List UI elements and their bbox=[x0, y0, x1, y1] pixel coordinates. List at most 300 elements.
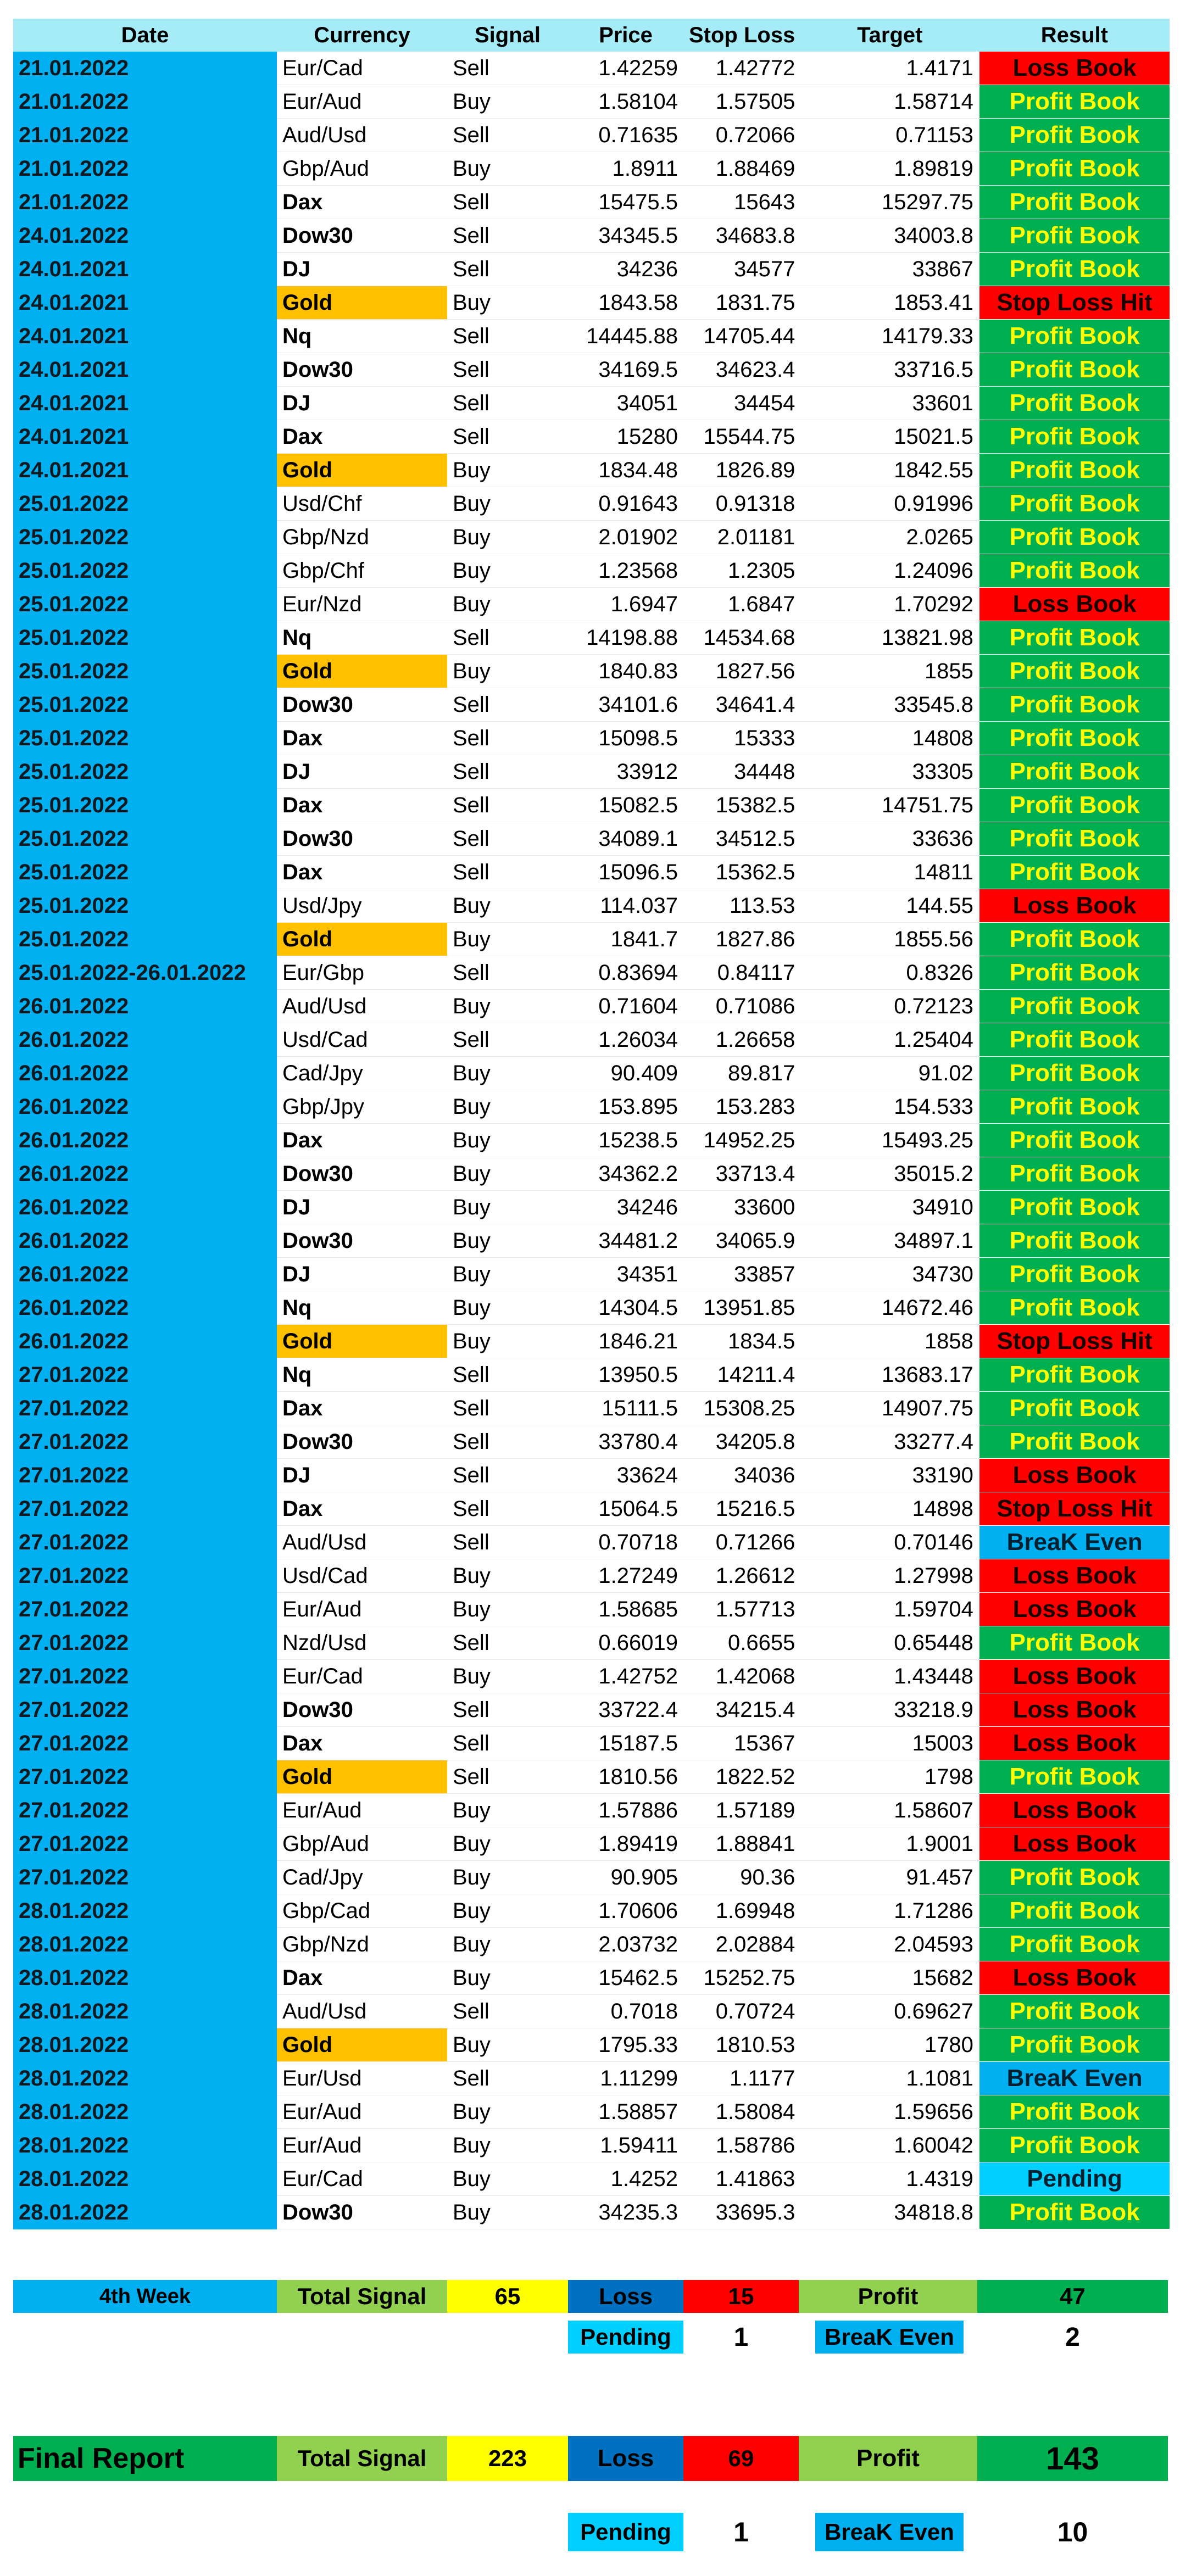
cell-price: 0.70718 bbox=[568, 1526, 683, 1559]
cell-currency: Dow30 bbox=[277, 688, 447, 722]
cell-date: 28.01.2022 bbox=[13, 1928, 277, 1961]
cell-currency: Aud/Usd bbox=[277, 1995, 447, 2028]
cell-result: Profit Book bbox=[979, 152, 1170, 186]
cell-target: 144.55 bbox=[800, 889, 979, 923]
cell-price: 1846.21 bbox=[568, 1325, 683, 1358]
cell-signal: Buy bbox=[447, 2095, 568, 2129]
cell-price: 34235.3 bbox=[568, 2196, 683, 2229]
cell-price: 33780.4 bbox=[568, 1425, 683, 1459]
cell-date: 27.01.2022 bbox=[13, 1492, 277, 1526]
cell-stop-loss: 90.36 bbox=[683, 1861, 800, 1894]
week-loss-value: 15 bbox=[683, 2280, 799, 2313]
week-pending-value: 1 bbox=[733, 2322, 749, 2352]
cell-result: Profit Book bbox=[979, 1023, 1170, 1057]
cell-target: 15021.5 bbox=[800, 420, 979, 454]
cell-stop-loss: 1.42772 bbox=[683, 52, 800, 85]
final-loss-label: Loss bbox=[568, 2436, 683, 2481]
table-row bbox=[13, 1961, 1170, 1995]
cell-date: 27.01.2022 bbox=[13, 1861, 277, 1894]
cell-date: 25.01.2022 bbox=[13, 789, 277, 822]
cell-currency: Cad/Jpy bbox=[277, 1861, 447, 1894]
header-price: Price bbox=[568, 19, 683, 52]
cell-target: 1.1081 bbox=[800, 2062, 979, 2095]
cell-result: Profit Book bbox=[979, 1191, 1170, 1224]
cell-result: Profit Book bbox=[979, 755, 1170, 789]
cell-target: 14672.46 bbox=[800, 1291, 979, 1325]
cell-stop-loss: 34512.5 bbox=[683, 822, 800, 856]
cell-stop-loss: 34683.8 bbox=[683, 219, 800, 253]
cell-signal: Buy bbox=[447, 152, 568, 186]
cell-signal: Buy bbox=[447, 1660, 568, 1693]
cell-stop-loss: 1.2305 bbox=[683, 554, 800, 588]
cell-stop-loss: 0.91318 bbox=[683, 487, 800, 521]
cell-signal: Sell bbox=[447, 353, 568, 387]
cell-price: 1.27249 bbox=[568, 1559, 683, 1593]
cell-currency: Dow30 bbox=[277, 1693, 447, 1727]
table-row bbox=[13, 1023, 1170, 1057]
cell-price: 34481.2 bbox=[568, 1224, 683, 1258]
cell-currency: Dow30 bbox=[277, 822, 447, 856]
cell-target: 0.71153 bbox=[800, 119, 979, 152]
table-row bbox=[13, 923, 1170, 956]
cell-date: 27.01.2022 bbox=[13, 1660, 277, 1693]
cell-currency: Gold bbox=[277, 655, 447, 688]
cell-currency: Gbp/Nzd bbox=[277, 521, 447, 554]
cell-result: Loss Book bbox=[979, 1693, 1170, 1727]
cell-signal: Buy bbox=[447, 889, 568, 923]
cell-date: 27.01.2022 bbox=[13, 1559, 277, 1593]
cell-currency: Eur/Aud bbox=[277, 85, 447, 119]
cell-target: 1.25404 bbox=[800, 1023, 979, 1057]
cell-currency: Usd/Chf bbox=[277, 487, 447, 521]
cell-result: Stop Loss Hit bbox=[979, 1492, 1170, 1526]
cell-price: 15082.5 bbox=[568, 789, 683, 822]
cell-price: 34362.2 bbox=[568, 1157, 683, 1191]
cell-price: 1.58857 bbox=[568, 2095, 683, 2129]
cell-signal: Sell bbox=[447, 119, 568, 152]
cell-result: Profit Book bbox=[979, 1057, 1170, 1090]
cell-target: 33867 bbox=[800, 253, 979, 286]
cell-result: Loss Book bbox=[979, 588, 1170, 621]
cell-date: 28.01.2022 bbox=[13, 2196, 277, 2229]
cell-target: 1.9001 bbox=[800, 1827, 979, 1861]
cell-result: Profit Book bbox=[979, 320, 1170, 353]
cell-signal: Sell bbox=[447, 320, 568, 353]
cell-currency: Nq bbox=[277, 320, 447, 353]
cell-result: Loss Book bbox=[979, 1794, 1170, 1827]
cell-signal: Sell bbox=[447, 219, 568, 253]
cell-result: Profit Book bbox=[979, 1626, 1170, 1660]
cell-result: Profit Book bbox=[979, 1861, 1170, 1894]
cell-signal: Sell bbox=[447, 956, 568, 990]
cell-signal: Sell bbox=[447, 387, 568, 420]
table-row bbox=[13, 253, 1170, 286]
table-row bbox=[13, 1090, 1170, 1124]
cell-price: 15111.5 bbox=[568, 1392, 683, 1425]
final-total-signal-label: Total Signal bbox=[277, 2436, 447, 2481]
cell-stop-loss: 14705.44 bbox=[683, 320, 800, 353]
cell-target: 34003.8 bbox=[800, 219, 979, 253]
cell-currency: Gbp/Jpy bbox=[277, 1090, 447, 1124]
cell-price: 1843.58 bbox=[568, 286, 683, 320]
cell-result: Profit Book bbox=[979, 186, 1170, 219]
cell-signal: Buy bbox=[447, 1124, 568, 1157]
table-row bbox=[13, 1593, 1170, 1626]
cell-date: 24.01.2022 bbox=[13, 219, 277, 253]
cell-price: 15096.5 bbox=[568, 856, 683, 889]
cell-signal: Sell bbox=[447, 1358, 568, 1392]
cell-currency: Eur/Cad bbox=[277, 52, 447, 85]
week-total-signal-label: Total Signal bbox=[277, 2280, 447, 2313]
cell-date: 25.01.2022 bbox=[13, 688, 277, 722]
cell-result: Profit Book bbox=[979, 2095, 1170, 2129]
cell-signal: Buy bbox=[447, 2196, 568, 2229]
cell-signal: Sell bbox=[447, 1492, 568, 1526]
header-stop-loss: Stop Loss bbox=[683, 19, 800, 52]
cell-result: Profit Book bbox=[979, 1425, 1170, 1459]
cell-signal: Sell bbox=[447, 755, 568, 789]
cell-target: 91.457 bbox=[800, 1861, 979, 1894]
cell-stop-loss: 34623.4 bbox=[683, 353, 800, 387]
cell-signal: Buy bbox=[447, 85, 568, 119]
cell-target: 1.43448 bbox=[800, 1660, 979, 1693]
cell-signal: Buy bbox=[447, 1090, 568, 1124]
cell-currency: Gold bbox=[277, 2028, 447, 2062]
cell-currency: Aud/Usd bbox=[277, 990, 447, 1023]
table-row bbox=[13, 353, 1170, 387]
cell-currency: Dow30 bbox=[277, 1224, 447, 1258]
cell-stop-loss: 0.71086 bbox=[683, 990, 800, 1023]
cell-date: 27.01.2022 bbox=[13, 1626, 277, 1660]
cell-stop-loss: 15367 bbox=[683, 1727, 800, 1760]
cell-result: Profit Book bbox=[979, 2028, 1170, 2062]
cell-stop-loss: 1831.75 bbox=[683, 286, 800, 320]
cell-result: Profit Book bbox=[979, 990, 1170, 1023]
cell-target: 14808 bbox=[800, 722, 979, 755]
cell-target: 2.04593 bbox=[800, 1928, 979, 1961]
cell-date: 28.01.2022 bbox=[13, 2095, 277, 2129]
cell-currency: Dax bbox=[277, 1961, 447, 1995]
cell-stop-loss: 0.70724 bbox=[683, 1995, 800, 2028]
header-signal: Signal bbox=[447, 19, 568, 52]
cell-price: 0.7018 bbox=[568, 1995, 683, 2028]
cell-signal: Sell bbox=[447, 1425, 568, 1459]
cell-currency: Dow30 bbox=[277, 353, 447, 387]
cell-result: Profit Book bbox=[979, 119, 1170, 152]
cell-price: 153.895 bbox=[568, 1090, 683, 1124]
cell-price: 90.409 bbox=[568, 1057, 683, 1090]
cell-date: 21.01.2022 bbox=[13, 119, 277, 152]
cell-target: 1798 bbox=[800, 1760, 979, 1794]
week-profit-label: Profit bbox=[799, 2280, 977, 2313]
cell-date: 25.01.2022 bbox=[13, 923, 277, 956]
cell-stop-loss: 0.71266 bbox=[683, 1526, 800, 1559]
table-row bbox=[13, 2062, 1170, 2095]
cell-currency: Gold bbox=[277, 454, 447, 487]
cell-price: 0.83694 bbox=[568, 956, 683, 990]
cell-target: 34818.8 bbox=[800, 2196, 979, 2229]
cell-target: 15297.75 bbox=[800, 186, 979, 219]
cell-date: 25.01.2022 bbox=[13, 722, 277, 755]
final-breakeven-value: 10 bbox=[1057, 2517, 1088, 2547]
cell-target: 91.02 bbox=[800, 1057, 979, 1090]
cell-signal: Buy bbox=[447, 1157, 568, 1191]
cell-signal: Sell bbox=[447, 420, 568, 454]
cell-date: 26.01.2022 bbox=[13, 1057, 277, 1090]
week-profit-value: 47 bbox=[977, 2280, 1168, 2313]
header-target: Target bbox=[800, 19, 979, 52]
cell-date: 27.01.2022 bbox=[13, 1392, 277, 1425]
cell-currency: Eur/Aud bbox=[277, 2129, 447, 2162]
cell-currency: Dax bbox=[277, 186, 447, 219]
cell-date: 25.01.2022 bbox=[13, 621, 277, 655]
cell-target: 14898 bbox=[800, 1492, 979, 1526]
cell-signal: Buy bbox=[447, 1827, 568, 1861]
cell-currency: Usd/Jpy bbox=[277, 889, 447, 923]
table-row bbox=[13, 521, 1170, 554]
cell-date: 28.01.2022 bbox=[13, 2129, 277, 2162]
cell-target: 1.59704 bbox=[800, 1593, 979, 1626]
cell-date: 25.01.2022 bbox=[13, 655, 277, 688]
table-row bbox=[13, 1191, 1170, 1224]
cell-price: 33722.4 bbox=[568, 1693, 683, 1727]
table-row bbox=[13, 1392, 1170, 1425]
cell-currency: Gbp/Nzd bbox=[277, 1928, 447, 1961]
cell-price: 14304.5 bbox=[568, 1291, 683, 1325]
cell-signal: Buy bbox=[447, 1559, 568, 1593]
cell-price: 15187.5 bbox=[568, 1727, 683, 1760]
cell-date: 27.01.2022 bbox=[13, 1526, 277, 1559]
cell-result: Loss Book bbox=[979, 1559, 1170, 1593]
cell-currency: Dax bbox=[277, 1392, 447, 1425]
cell-stop-loss: 15643 bbox=[683, 186, 800, 219]
table-row bbox=[13, 1693, 1170, 1727]
cell-result: Profit Book bbox=[979, 521, 1170, 554]
cell-signal: Sell bbox=[447, 688, 568, 722]
cell-result: Profit Book bbox=[979, 1894, 1170, 1928]
cell-stop-loss: 0.6655 bbox=[683, 1626, 800, 1660]
cell-result: Profit Book bbox=[979, 554, 1170, 588]
cell-stop-loss: 1.41863 bbox=[683, 2162, 800, 2196]
cell-target: 14751.75 bbox=[800, 789, 979, 822]
cell-price: 0.91643 bbox=[568, 487, 683, 521]
cell-stop-loss: 1.57713 bbox=[683, 1593, 800, 1626]
table-row bbox=[13, 186, 1170, 219]
cell-result: Profit Book bbox=[979, 1928, 1170, 1961]
cell-signal: Buy bbox=[447, 1794, 568, 1827]
cell-stop-loss: 1.1177 bbox=[683, 2062, 800, 2095]
cell-stop-loss: 13951.85 bbox=[683, 1291, 800, 1325]
table-row bbox=[13, 85, 1170, 119]
cell-date: 27.01.2022 bbox=[13, 1827, 277, 1861]
cell-price: 1810.56 bbox=[568, 1760, 683, 1794]
final-loss-value: 69 bbox=[683, 2436, 799, 2481]
cell-date: 28.01.2022 bbox=[13, 2028, 277, 2062]
week-total-signal-value: 65 bbox=[447, 2280, 568, 2313]
cell-date: 27.01.2022 bbox=[13, 1760, 277, 1794]
cell-currency: Gold bbox=[277, 923, 447, 956]
table-row bbox=[13, 722, 1170, 755]
cell-stop-loss: 34205.8 bbox=[683, 1425, 800, 1459]
cell-stop-loss: 1.6847 bbox=[683, 588, 800, 621]
cell-price: 1834.48 bbox=[568, 454, 683, 487]
final-profit-label: Profit bbox=[799, 2436, 977, 2481]
cell-target: 1.58607 bbox=[800, 1794, 979, 1827]
cell-price: 1.70606 bbox=[568, 1894, 683, 1928]
cell-result: Profit Book bbox=[979, 1258, 1170, 1291]
cell-result: Profit Book bbox=[979, 253, 1170, 286]
cell-result: Profit Book bbox=[979, 1995, 1170, 2028]
cell-signal: Sell bbox=[447, 1526, 568, 1559]
table-row bbox=[13, 789, 1170, 822]
cell-target: 0.70146 bbox=[800, 1526, 979, 1559]
cell-price: 34345.5 bbox=[568, 219, 683, 253]
cell-currency: Usd/Cad bbox=[277, 1559, 447, 1593]
cell-date: 27.01.2022 bbox=[13, 1425, 277, 1459]
cell-currency: Dax bbox=[277, 789, 447, 822]
cell-result: Profit Book bbox=[979, 1358, 1170, 1392]
cell-stop-loss: 34641.4 bbox=[683, 688, 800, 722]
cell-date: 28.01.2022 bbox=[13, 1961, 277, 1995]
cell-target: 33305 bbox=[800, 755, 979, 789]
cell-price: 1.42259 bbox=[568, 52, 683, 85]
cell-price: 34351 bbox=[568, 1258, 683, 1291]
cell-target: 13821.98 bbox=[800, 621, 979, 655]
table-row bbox=[13, 1928, 1170, 1961]
cell-signal: Sell bbox=[447, 186, 568, 219]
table-row bbox=[13, 554, 1170, 588]
cell-price: 1.26034 bbox=[568, 1023, 683, 1057]
cell-signal: Sell bbox=[447, 1459, 568, 1492]
table-row bbox=[13, 1124, 1170, 1157]
table-row bbox=[13, 1794, 1170, 1827]
cell-date: 27.01.2022 bbox=[13, 1593, 277, 1626]
cell-currency: Gbp/Cad bbox=[277, 1894, 447, 1928]
cell-result: Profit Book bbox=[979, 85, 1170, 119]
table-row bbox=[13, 990, 1170, 1023]
cell-signal: Sell bbox=[447, 722, 568, 755]
cell-target: 1780 bbox=[800, 2028, 979, 2062]
cell-currency: Cad/Jpy bbox=[277, 1057, 447, 1090]
table-row bbox=[13, 1224, 1170, 1258]
cell-result: Loss Book bbox=[979, 1727, 1170, 1760]
table-row bbox=[13, 1861, 1170, 1894]
table-row bbox=[13, 1157, 1170, 1191]
cell-date: 25.01.2022 bbox=[13, 856, 277, 889]
cell-currency: Eur/Gbp bbox=[277, 956, 447, 990]
cell-currency: Eur/Usd bbox=[277, 2062, 447, 2095]
cell-signal: Buy bbox=[447, 1961, 568, 1995]
cell-date: 28.01.2022 bbox=[13, 2162, 277, 2196]
cell-currency: Dax bbox=[277, 856, 447, 889]
cell-result: Loss Book bbox=[979, 1961, 1170, 1995]
cell-price: 1840.83 bbox=[568, 655, 683, 688]
cell-target: 0.91996 bbox=[800, 487, 979, 521]
cell-result: Loss Book bbox=[979, 1827, 1170, 1861]
cell-stop-loss: 1.88841 bbox=[683, 1827, 800, 1861]
cell-currency: DJ bbox=[277, 755, 447, 789]
cell-signal: Buy bbox=[447, 1861, 568, 1894]
table-row bbox=[13, 1291, 1170, 1325]
cell-date: 26.01.2022 bbox=[13, 1124, 277, 1157]
week-label: 4th Week bbox=[13, 2280, 277, 2313]
cell-date: 24.01.2021 bbox=[13, 420, 277, 454]
cell-price: 90.905 bbox=[568, 1861, 683, 1894]
table-row bbox=[13, 822, 1170, 856]
cell-signal: Buy bbox=[447, 554, 568, 588]
cell-target: 33277.4 bbox=[800, 1425, 979, 1459]
cell-stop-loss: 2.01181 bbox=[683, 521, 800, 554]
cell-signal: Sell bbox=[447, 253, 568, 286]
table-row bbox=[13, 588, 1170, 621]
cell-signal: Sell bbox=[447, 1023, 568, 1057]
cell-signal: Buy bbox=[447, 923, 568, 956]
cell-result: Pending bbox=[979, 2162, 1170, 2196]
cell-date: 26.01.2022 bbox=[13, 1258, 277, 1291]
cell-stop-loss: 14211.4 bbox=[683, 1358, 800, 1392]
table-row bbox=[13, 889, 1170, 923]
cell-date: 27.01.2022 bbox=[13, 1459, 277, 1492]
cell-result: Profit Book bbox=[979, 1760, 1170, 1794]
cell-stop-loss: 0.72066 bbox=[683, 119, 800, 152]
final-breakeven-label: BreaK Even bbox=[815, 2513, 964, 2551]
cell-signal: Sell bbox=[447, 1727, 568, 1760]
cell-date: 28.01.2022 bbox=[13, 2062, 277, 2095]
cell-target: 34910 bbox=[800, 1191, 979, 1224]
signals-table bbox=[13, 19, 1170, 2229]
cell-stop-loss: 34454 bbox=[683, 387, 800, 420]
cell-result: Loss Book bbox=[979, 1593, 1170, 1626]
cell-date: 27.01.2022 bbox=[13, 1693, 277, 1727]
cell-stop-loss: 1.26612 bbox=[683, 1559, 800, 1593]
cell-target: 1.58714 bbox=[800, 85, 979, 119]
table-row bbox=[13, 1325, 1170, 1358]
cell-price: 15064.5 bbox=[568, 1492, 683, 1526]
cell-target: 1.4319 bbox=[800, 2162, 979, 2196]
header-currency: Currency bbox=[277, 19, 447, 52]
cell-target: 2.0265 bbox=[800, 521, 979, 554]
cell-target: 0.72123 bbox=[800, 990, 979, 1023]
cell-target: 1855 bbox=[800, 655, 979, 688]
cell-stop-loss: 0.84117 bbox=[683, 956, 800, 990]
table-row bbox=[13, 1425, 1170, 1459]
cell-price: 2.01902 bbox=[568, 521, 683, 554]
cell-currency: Dax bbox=[277, 1727, 447, 1760]
cell-currency: Gbp/Chf bbox=[277, 554, 447, 588]
cell-price: 1.42752 bbox=[568, 1660, 683, 1693]
cell-result: Profit Book bbox=[979, 487, 1170, 521]
cell-stop-loss: 113.53 bbox=[683, 889, 800, 923]
cell-target: 33636 bbox=[800, 822, 979, 856]
cell-signal: Buy bbox=[447, 1894, 568, 1928]
cell-result: Profit Book bbox=[979, 856, 1170, 889]
cell-stop-loss: 15252.75 bbox=[683, 1961, 800, 1995]
cell-target: 1.4171 bbox=[800, 52, 979, 85]
cell-stop-loss: 89.817 bbox=[683, 1057, 800, 1090]
cell-target: 33218.9 bbox=[800, 1693, 979, 1727]
cell-currency: Dax bbox=[277, 1124, 447, 1157]
cell-currency: Eur/Cad bbox=[277, 1660, 447, 1693]
cell-price: 1.6947 bbox=[568, 588, 683, 621]
cell-signal: Buy bbox=[447, 1191, 568, 1224]
cell-target: 1853.41 bbox=[800, 286, 979, 320]
cell-date: 25.01.2022 bbox=[13, 588, 277, 621]
cell-result: Profit Book bbox=[979, 1157, 1170, 1191]
cell-date: 24.01.2021 bbox=[13, 320, 277, 353]
cell-date: 26.01.2022 bbox=[13, 1291, 277, 1325]
cell-currency: DJ bbox=[277, 1191, 447, 1224]
table-row bbox=[13, 621, 1170, 655]
